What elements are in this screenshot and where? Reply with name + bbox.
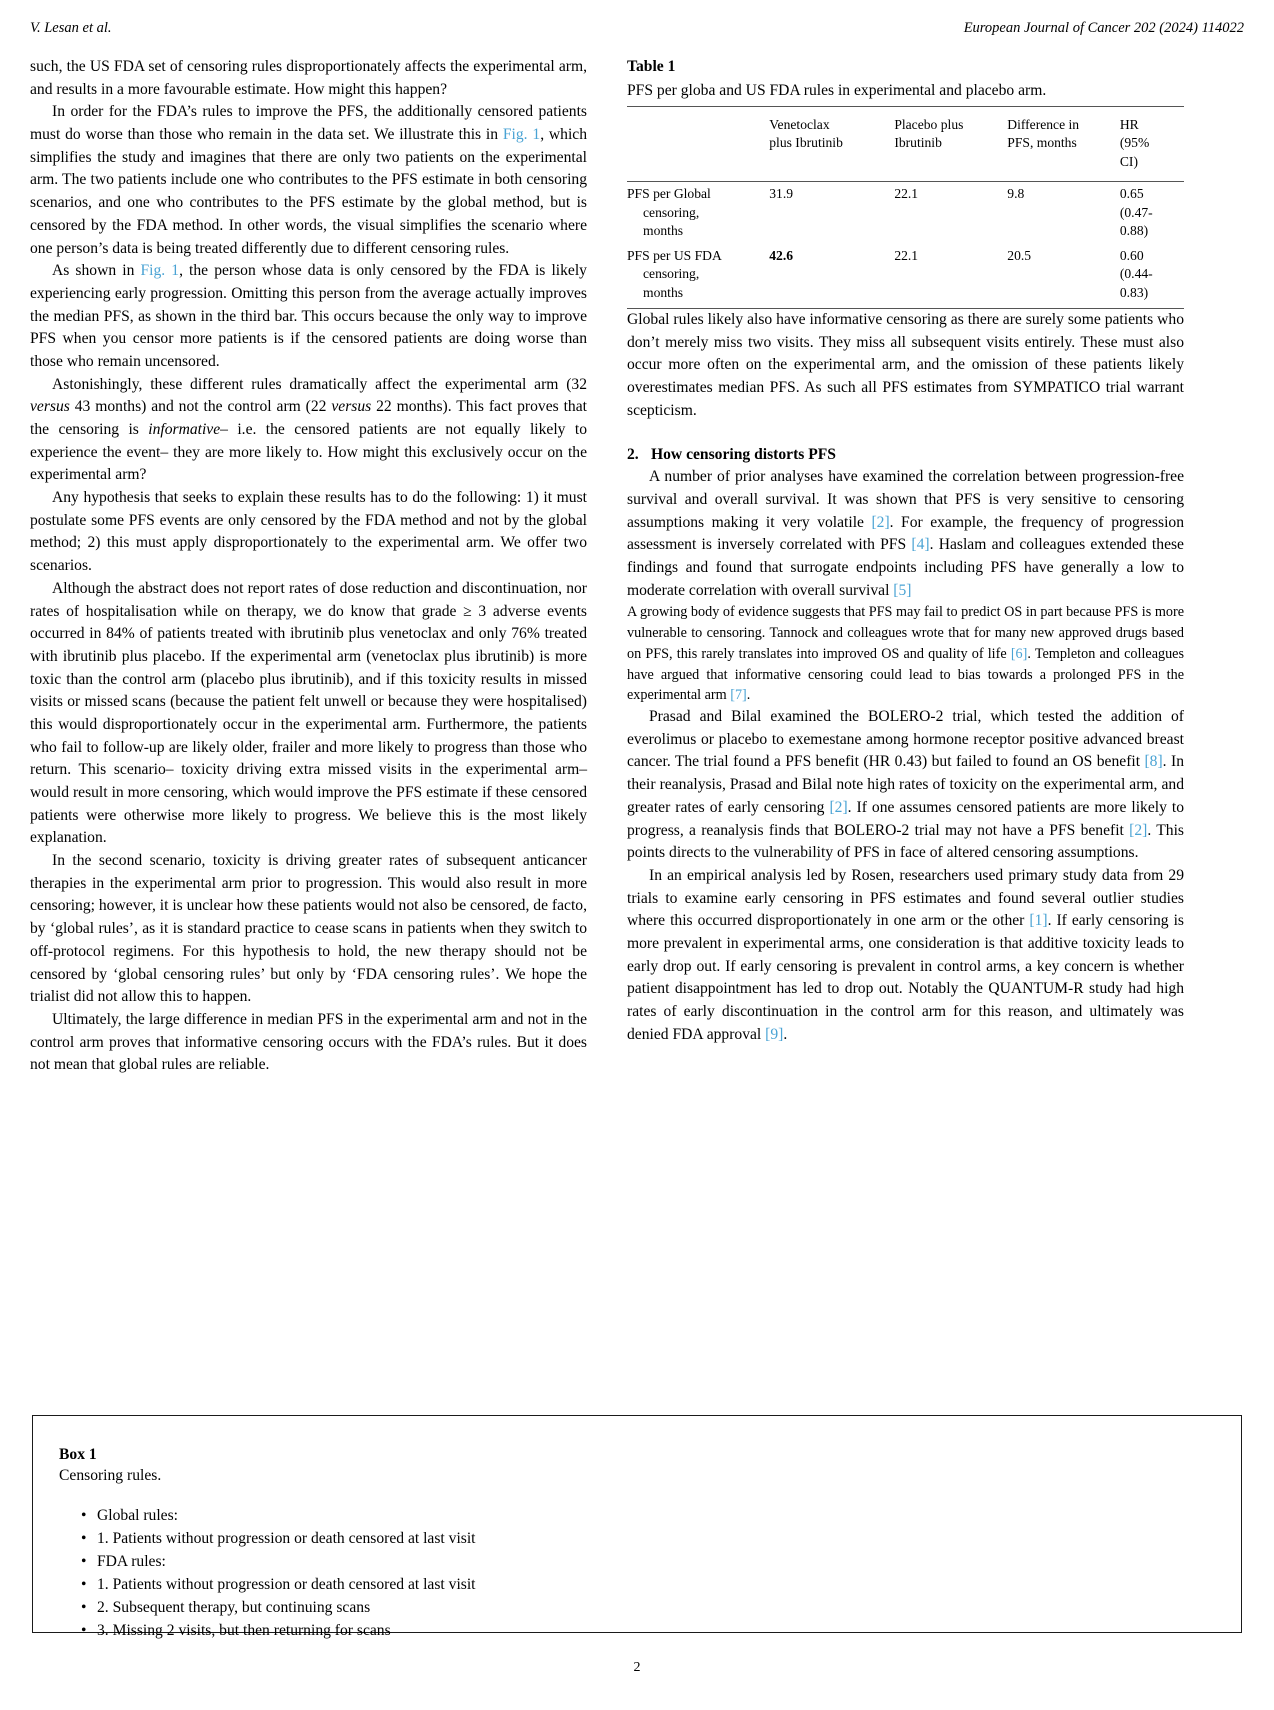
citation-reference[interactable]: [7] (730, 687, 747, 704)
paragraph: Ultimately, the large difference in median PFS in the experimental arm and not in the control arm proves that informative censoring occurs with the FDA’s rules. But it does not mean that global rules are reliable. (30, 1010, 587, 1074)
text-run: A growing body of evidence suggests that PFS may fail to predict OS in part because PFS is more vulnerable to censoring. Tannock and colleagues wrote that for many new approved drugs based on PFS, this rarely translates into improved OS and quality of life (627, 604, 1184, 662)
row-label-line: PFS per Global (627, 186, 711, 202)
list-item: • 1. Patients without progression or death censored at last visit (81, 1573, 1215, 1596)
hr-line: 0.65 (1119, 186, 1144, 202)
row-label-line: months (643, 223, 684, 239)
text-run: In an empirical analysis led by Rosen, researchers used primary study data from 29 trials to examine early censoring in PFS estimates and found several outlier studies where this occurred disproportionately in one arm or the other (627, 866, 1184, 930)
text-run: . This points directs to the vulnerability of PFS in face of altered censoring assumptions. (627, 821, 1184, 862)
text-run: A number of prior analyses have examined the correlation between progression-free survival and overall survival. It was shown that PFS is very sensitive to censoring assumptions making it very volatile (627, 468, 1184, 531)
paragraph: Global rules likely also have informative censoring as there are surely some patients who don’t merely miss two visits. They miss all subsequent visits entirely. These must also occur more often on the experimental arm, and the omission of these patients likely overestimates median PFS. As such all PFS estimates from SYMPATICO trial warrant scepticism. (627, 311, 1184, 419)
paragraph: such, the US FDA set of censoring rules disproportionately affects the experimental arm, and results in a more favourable estimate. How might this happen? (30, 58, 587, 98)
paragraph: Although the abstract does not report rates of dose reduction and discontinuation, nor rates of hospitalisation while on therapy, we do know that grade ≥ 3 adverse events occurred in 84% of patients treated with ibrutinib plus venetoclax and only 76% treated with ibrutinib plus placebo. If the experimental arm (venetoclax plus ibrutinib) is more toxic than the control arm (placebo plus ibrutinib), and if this toxicity results in missed visits or missed scans (because the patient felt unwell or because they were hospitalised) this would disproportionately occur in the experimental arm. Furthermore, the patients who fail to follow-up are likely older, frailer and more likely to progress than those who return. This scenario– toxicity driving extra missed visits in the experimental arm– would result in more censoring, which would improve the PFS estimate if these censored patients were otherwise more likely to progress. We believe this is the most likely explanation. (30, 579, 587, 847)
text-run: . Templeton and colleagues have argued that informative censoring could lead to bias towards a prolonged PFS in the experimental arm (627, 645, 1184, 704)
hr-line: 0.83) (1119, 284, 1149, 300)
paragraph: As shown in Fig. 1, the person whose data is only censored by the FDA is likely experiencing early progression. Omitting this person from the average actually improves the median PFS, as shown in the third bar. This occurs because the only way to improve PFS when you censor more patients is if the censored patients are doing worse than those who remain uncensored. (30, 262, 587, 370)
cell-placebo-plus-ibrutinib: 22.1 (894, 247, 919, 263)
header-line: Placebo plus (894, 116, 964, 132)
list-item: • 3. Missing 2 visits, but then returning for scans (81, 1619, 1215, 1642)
row-label-line: months (643, 284, 684, 300)
text-run: Prasad and Bilal examined the BOLERO-2 trial, which tested the addition of everolimus or placebo to exemestane among hormone receptor positive advanced breast cancer. The trial found a PFS benefit (HR 0.43) but failed to found an OS benefit (627, 708, 1184, 771)
table-caption: PFS per globa and US FDA rules in experimental and placebo arm. (627, 81, 1047, 99)
hr-line: 0.88) (1119, 223, 1149, 239)
citation-reference[interactable]: [5] (893, 581, 912, 599)
cell-hr-95-ci (1120, 182, 1184, 244)
text-run: . (746, 687, 751, 704)
box-1 (32, 1415, 1242, 1640)
row-label-global-censoring (627, 182, 769, 244)
section-number: 2. (627, 446, 639, 464)
citation-reference[interactable]: [2] (829, 798, 848, 816)
header-line: Venetoclax (769, 116, 830, 132)
figure-reference[interactable]: Fig. 1 (140, 262, 180, 280)
page-number: 2 (633, 1660, 641, 1675)
table-1 (627, 56, 1184, 309)
right-column (627, 56, 1184, 1077)
row-label-us-fda-censoring (627, 244, 769, 309)
left-column (30, 56, 587, 1077)
header-line: plus Ibrutinib (769, 135, 843, 151)
cell-venetoclax-plus-ibrutinib: 31.9 (769, 186, 794, 202)
list-item: • FDA rules: (81, 1550, 1215, 1573)
pfs-results-table (627, 106, 1184, 309)
figure-reference[interactable]: Fig. 1 (502, 126, 541, 144)
paragraph (627, 706, 1184, 865)
citation-reference[interactable]: [6] (1010, 645, 1028, 662)
paragraph (627, 602, 1184, 706)
header-line: CI) (1119, 153, 1138, 169)
header-line: Ibrutinib (894, 135, 942, 151)
citation-reference[interactable]: [2] (1129, 821, 1148, 839)
cell-venetoclax-plus-ibrutinib: 42.6 (769, 247, 794, 263)
running-head (30, 20, 1244, 42)
table-label: Table 1 (627, 58, 676, 75)
row-label-line: PFS per US FDA (627, 247, 722, 263)
running-head-authors: V. Lesan et al. (30, 20, 112, 36)
table-header-row (627, 106, 1184, 181)
hr-line: (0.44- (1119, 266, 1153, 282)
header-line: HR (1119, 116, 1139, 132)
row-label-line: censoring, (643, 204, 700, 220)
cell-difference-in-pfs: 9.8 (1007, 186, 1025, 202)
text-run: . If early censoring is more prevalent in experimental arms, one consideration is that additive toxicity leads to early drop out. If early censoring is prevalent in control arms, a key concern is whether patient disappointment has led to drop out. Notably the QUANTUM-R study had high rates of early discontinuation in the control arm for this reason, and ultimately was denied FDA approval (627, 912, 1184, 1043)
citation-reference[interactable]: [4] (911, 536, 930, 554)
citation-reference[interactable]: [1] (1029, 912, 1048, 930)
column-header-difference-in-pfs (1007, 106, 1120, 181)
box-rules-list (59, 1504, 1215, 1642)
cell-placebo-plus-ibrutinib: 22.1 (894, 186, 919, 202)
text-run: . In their reanalysis, Prasad and Bilal note high rates of toxicity on the experimental arm, and greater rates of early censoring (627, 753, 1184, 816)
list-item: • 2. Subsequent therapy, but continuing scans (81, 1596, 1215, 1619)
running-head-journal: European Journal of Cancer 202 (2024) 114022 (963, 20, 1244, 36)
hr-line: 0.60 (1119, 247, 1144, 263)
box-title: Box 1 (59, 1446, 97, 1463)
hr-line: (0.47- (1119, 204, 1153, 220)
row-label-line: censoring, (643, 266, 700, 282)
table-body (627, 182, 1184, 309)
table-row (627, 182, 1184, 244)
citation-reference[interactable]: [8] (1144, 753, 1163, 771)
text-run: . For example, the frequency of progression assessment is inversely correlated with PFS (627, 513, 1185, 554)
section-heading (627, 444, 1184, 466)
citation-reference[interactable]: [2] (871, 513, 890, 531)
header-line: (95% (1119, 135, 1150, 151)
header-line: Difference in (1007, 116, 1080, 132)
section-title: How censoring distorts PFS (651, 446, 836, 464)
paragraph: Any hypothesis that seeks to explain these results has to do the following: 1) it must postulate some PFS events are only censored by the FDA method and not by the global method; 2) this must apply disproportionately to the experimental arm. We offer two scenarios. (30, 489, 587, 575)
column-header-hr-95-ci (1120, 106, 1184, 181)
cell-difference-in-pfs: 20.5 (1007, 247, 1032, 263)
list-item: • 1. Patients without progression or death censored at last visit (81, 1527, 1215, 1550)
column-header-venetoclax-plus-ibrutinib (769, 106, 894, 181)
text-run: . Haslam and colleagues extended these findings and found that surrogate endpoints including PFS have generally a low to moderate correlation with overall survival (627, 536, 1184, 599)
paragraph (627, 865, 1184, 1047)
table-header (627, 106, 1184, 181)
paragraph: In the second scenario, toxicity is driving greater rates of subsequent anticancer therapies in the experimental arm prior to progression. This would also result in more censoring; however, it is unclear how these patients would not also be censored, de facto, by ‘global rules’, as it is standard practice to cease scans in patients when they switch to off-protocol regimens. For this hypothesis to hold, the new therapy should not be censored by ‘global censoring rules’ but only by ‘FDA censoring rules’. We hope the trialist did not allow this to happen. (30, 852, 587, 1006)
column-header-blank (627, 106, 769, 181)
paragraph: In order for the FDA’s rules to improve the PFS, the additionally censored patients must do worse than those who remain in the data set. We illustrate this in Fig. 1, which simplifies the study and imagines that there are only two patients on the experimental arm. The two patients include one who contributes to the PFS estimate in both censoring scenarios, and one who contributes to the PFS estimate by the global method, but is censored by the FDA method. In other words, the visual simplifies the scenario where one person’s data is being treated differently due to different censoring rules. (30, 103, 588, 257)
box-subtitle: Censoring rules. (59, 1467, 162, 1485)
citation-reference[interactable]: [9] (765, 1025, 784, 1043)
column-header-placebo-plus-ibrutinib (894, 106, 1007, 181)
table-row (627, 244, 1184, 309)
list-item: • Global rules: (81, 1504, 1215, 1527)
text-run: . If one assumes censored patients are more likely to progress, a reanalysis finds that BOLERO-2 trial may not have a PFS benefit (627, 798, 1184, 839)
text-run: . (783, 1025, 788, 1043)
paragraph (627, 466, 1184, 602)
paragraph: Astonishingly, these different rules dramatically affect the experimental arm (32 versus 43 months) and not the control arm (22 versus 22 months). This fact proves that the censoring is informative– i.e. the censored patients are not equally likely to experience the event– they are more likely to. How might this exclusively occur on the experimental arm? (30, 375, 587, 484)
header-line: PFS, months (1007, 135, 1077, 151)
cell-hr-95-ci (1120, 244, 1184, 309)
two-column-body (30, 56, 1244, 1077)
